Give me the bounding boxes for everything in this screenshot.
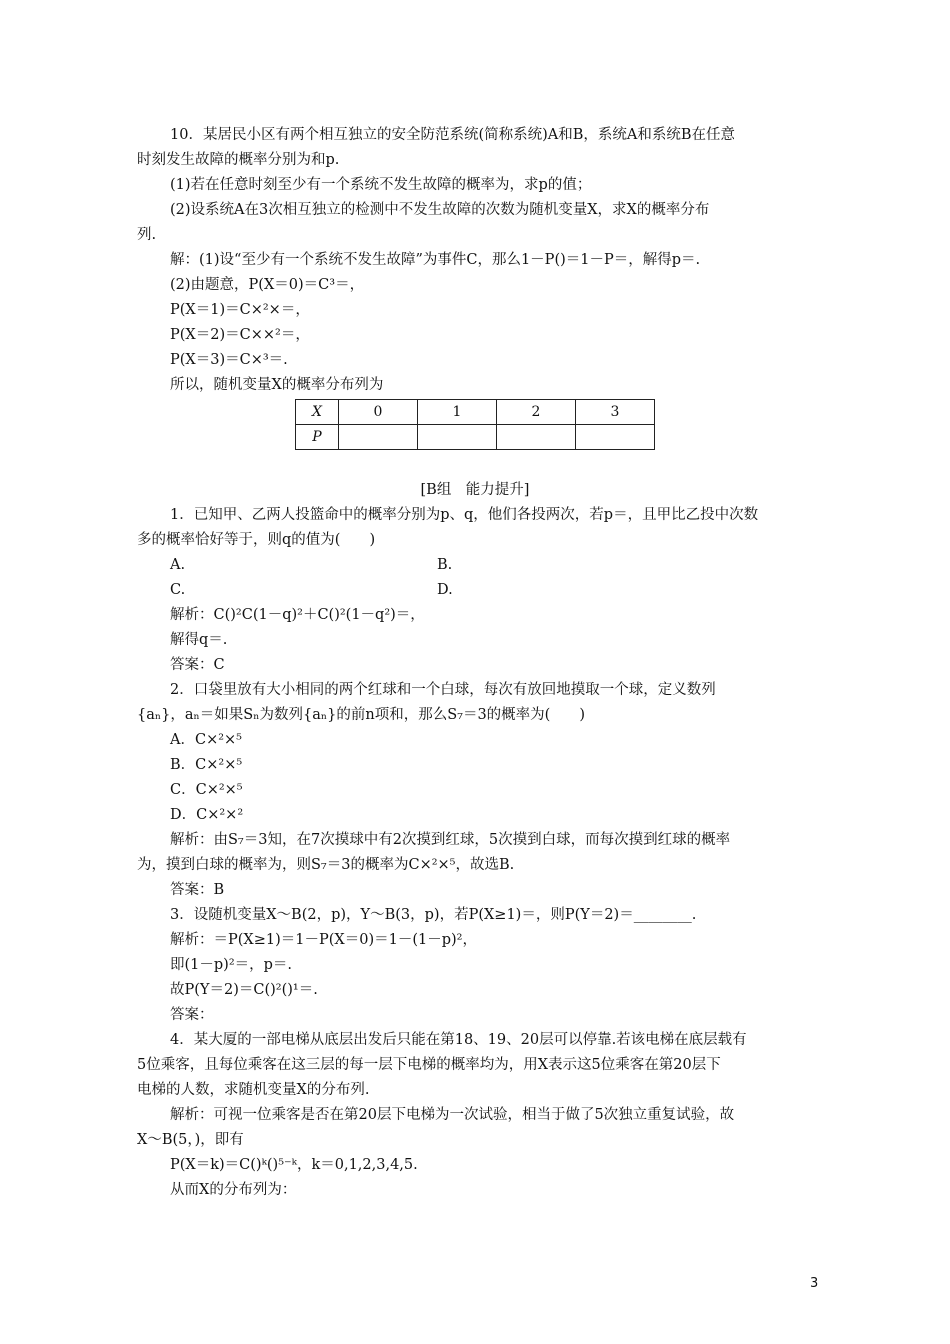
b3-analysis-line2: 即(1－p)²＝，p＝.: [170, 957, 293, 973]
b1-stem-line2: 多的概率恰好等于，则q的值为( ): [137, 532, 376, 548]
b2-analysis-line2: 为，摸到白球的概率为，则S₇＝3的概率为C×²×⁵，故选B.: [137, 857, 515, 873]
problem10-stem-line1: 10．某居民小区有两个相互独立的安全防范系统(简称系统)A和B，系统A和系统B在任意: [170, 127, 736, 143]
table-row: [296, 400, 655, 425]
b3-analysis-line1: 解析：＝P(X≥1)＝1－P(X＝0)＝1－(1－p)²，: [170, 932, 477, 948]
b3-analysis-line3: 故P(Y＝2)＝C()²()¹＝.: [170, 982, 318, 998]
b2-option-a: A．C×²×⁵: [170, 732, 242, 748]
b1-option-a: A.: [170, 557, 186, 573]
b2-stem-line2: {aₙ}，aₙ＝如果Sₙ为数列{aₙ}的前n项和，那么S₇＝3的概率为( ): [137, 707, 585, 723]
problem10-question-1: (1)若在任意时刻至少有一个系统不发生故障的概率为，求p的值；: [170, 177, 592, 193]
b1-analysis-line2: 解得q＝.: [170, 632, 228, 648]
problem10-solution-line1: 解：(1)设“至少有一个系统不发生故障”为事件C，那么1－P()＝1－P＝，解得p＝.: [170, 252, 701, 268]
b4-analysis-line3: P(X＝k)＝C()ᵏ()⁵⁻ᵏ，k＝0,1,2,3,4,5.: [170, 1157, 418, 1173]
distribution-table: [295, 399, 655, 450]
problem10-solution-line4: P(X＝2)＝C××²＝，: [170, 327, 310, 343]
table-row: [296, 425, 655, 450]
table-cell: 3: [576, 400, 655, 425]
b2-analysis-line1: 解析：由S₇＝3知，在7次摸球中有2次摸到红球，5次摸到白球，而每次摸到红球的概率: [170, 832, 731, 848]
table-header-p: P: [296, 425, 339, 450]
b4-analysis-line1: 解析：可视一位乘客是否在第20层下电梯为一次试验，相当于做了5次独立重复试验，故: [170, 1107, 735, 1123]
b1-option-c: C.: [170, 582, 186, 598]
b1-option-d: D.: [437, 582, 453, 598]
page-number: 3: [810, 1276, 819, 1291]
problem10-solution-line6: 所以，随机变量X的概率分布列为: [170, 377, 384, 393]
b1-stem-line1: 1．已知甲、乙两人投篮命中的概率分别为p、q，他们各投两次，若p＝，且甲比乙投中次数: [170, 507, 759, 523]
section-title: [B组 能力提升]: [420, 482, 530, 498]
problem10-stem-line2: 时刻发生故障的概率分别为和p.: [137, 152, 340, 168]
b4-analysis-line4: 从而X的分布列为：: [170, 1182, 297, 1198]
table-cell: 1: [418, 400, 497, 425]
b2-answer: 答案：B: [170, 882, 225, 898]
table-cell: 0: [339, 400, 418, 425]
b4-analysis-line2: X～B(5，)，即有: [137, 1132, 244, 1148]
b1-answer: 答案：C: [170, 657, 225, 673]
b3-stem: 3．设随机变量X～B(2，p)，Y～B(3，p)，若P(X≥1)＝，则P(Y＝2)＝________.: [170, 907, 697, 923]
b4-stem-line1: 4．某大厦的一部电梯从底层出发后只能在第18、19、20层可以停靠.若该电梯在底层载有: [170, 1032, 747, 1048]
table-cell: [339, 425, 418, 450]
b4-stem-line2: 5位乘客，且每位乘客在这三层的每一层下电梯的概率均为，用X表示这5位乘客在第20层下: [137, 1057, 721, 1073]
b4-stem-line3: 电梯的人数，求随机变量X的分布列.: [137, 1082, 370, 1098]
b2-stem-line1: 2．口袋里放有大小相同的两个红球和一个白球，每次有放回地摸取一个球，定义数列: [170, 682, 716, 698]
table-cell: [497, 425, 576, 450]
table-cell: [576, 425, 655, 450]
b3-answer: 答案：: [170, 1007, 214, 1023]
table-header-x: X: [296, 400, 339, 425]
problem10-question-2-line2: 列.: [137, 227, 157, 243]
b1-option-b: B.: [437, 557, 453, 573]
b2-option-d: D．C×²×²: [170, 807, 244, 823]
b2-option-c: C．C×²×⁵: [170, 782, 243, 798]
b2-option-b: B．C×²×⁵: [170, 757, 243, 773]
problem10-solution-line2: (2)由题意，P(X＝0)＝C³＝，: [170, 277, 365, 293]
problem10-question-2-line1: (2)设系统A在3次相互独立的检测中不发生故障的次数为随机变量X，求X的概率分布: [170, 202, 710, 218]
problem10-solution-line5: P(X＝3)＝C×³＝.: [170, 352, 288, 368]
problem10-solution-line3: P(X＝1)＝C×²×＝，: [170, 302, 310, 318]
b1-analysis-line1: 解析：C()²C(1－q)²＋C()²(1－q²)＝，: [170, 607, 425, 623]
table-cell: 2: [497, 400, 576, 425]
table-cell: [418, 425, 497, 450]
